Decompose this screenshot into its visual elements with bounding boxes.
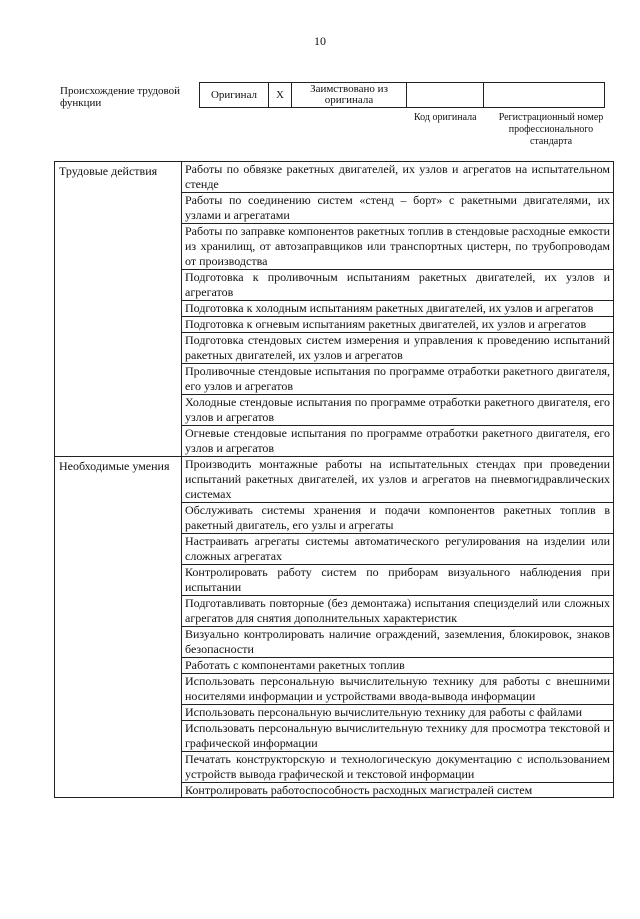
borrowed-cell: Заимствовано из оригинала (292, 83, 407, 108)
function-table (54, 161, 614, 798)
origin-table (199, 82, 605, 108)
table-row: Холодные стендовые испытания по программе отработки ракетного двигателя, его узлов и агрегатов (182, 395, 614, 426)
original-cell: Оригинал (200, 83, 269, 108)
table-row: Печатать конструкторскую и технологическую документацию с использованием устройств вывода графической и текстовой информации (182, 752, 614, 783)
table-row: Подготовка к холодным испытаниям ракетных двигателей, их узлов и агрегатов (182, 301, 614, 317)
table-row: Подготавливать повторные (без демонтажа) испытания специзделий или сложных агрегатов для снятия дополнительных характеристик (182, 596, 614, 627)
table-row: Подготовка стендовых систем измерения и управления к проведению испытаний ракетных двигателей, их узлов и агрегатов (182, 333, 614, 364)
page-number: 10 (314, 34, 326, 48)
original-mark: X (269, 83, 292, 108)
table-row: Работать с компонентами ракетных топлив (182, 658, 614, 674)
origin-label: Происхождение трудовой функции (60, 85, 181, 109)
table-row-cut (182, 783, 614, 798)
table-row: Визуально контролировать наличие ограждений, заземления, блокировок, знаков безопасности (182, 627, 614, 658)
table-row: Контролировать работу систем по приборам визуального наблюдения при испытании (182, 565, 614, 596)
table-row: Обслуживать системы хранения и подачи компонентов ракетных топлив в ракетный двигатель, его узлы и агрегаты (182, 503, 614, 534)
table-row: Проливочные стендовые испытания по программе отработки ракетного двигателя, его узлов и агрегатов (182, 364, 614, 395)
table-row: Производить монтажные работы на испытательных стендах при проведении испытаний ракетных двигателей, их узлов и агрегатов на пневмогидравлических системах (182, 457, 614, 503)
code-caption: Код оригинала (414, 112, 477, 123)
table-row: Работы по заправке компонентов ракетных топлив в стендовые расходные емкости из хранилищ, от автозаправщиков или транспортных цистерн, по трубопроводам от производства (182, 224, 614, 270)
table-row: Настраивать агрегаты системы автоматического регулирования на изделии или сложных агрегатах (182, 534, 614, 565)
table-row: Контролировать работоспособность расходных магистралей систем (185, 783, 533, 797)
section-heading: Необходимые умения (55, 457, 182, 798)
table-row: Подготовка к проливочным испытаниям ракетных двигателей, их узлов и агрегатов (182, 270, 614, 301)
registration-cell (484, 83, 605, 108)
table-row: Огневые стендовые испытания по программе отработки ракетного двигателя, его узлов и агрегатов (182, 426, 614, 457)
table-row: Работы по обвязке ракетных двигателей, их узлов и агрегатов на испытательном стенде (182, 162, 614, 193)
table-row: Использовать персональную вычислительную технику для просмотра текстовой и графической информации (182, 721, 614, 752)
registration-caption: Регистрационный номер профессионального стандарта (498, 112, 604, 147)
table-row: Подготовка к огневым испытаниям ракетных двигателей, их узлов и агрегатов (182, 317, 614, 333)
table-row: Использовать персональную вычислительную технику для работы с файлами (182, 705, 614, 721)
code-cell (407, 83, 484, 108)
table-row: Работы по соединению систем «стенд – борт» с ракетными двигателями, их узлами и агрегатами (182, 193, 614, 224)
table-row: Использовать персональную вычислительную технику для работы с внешними носителями информации и устройствами ввода-вывода информации (182, 674, 614, 705)
section-heading: Трудовые действия (55, 162, 182, 457)
